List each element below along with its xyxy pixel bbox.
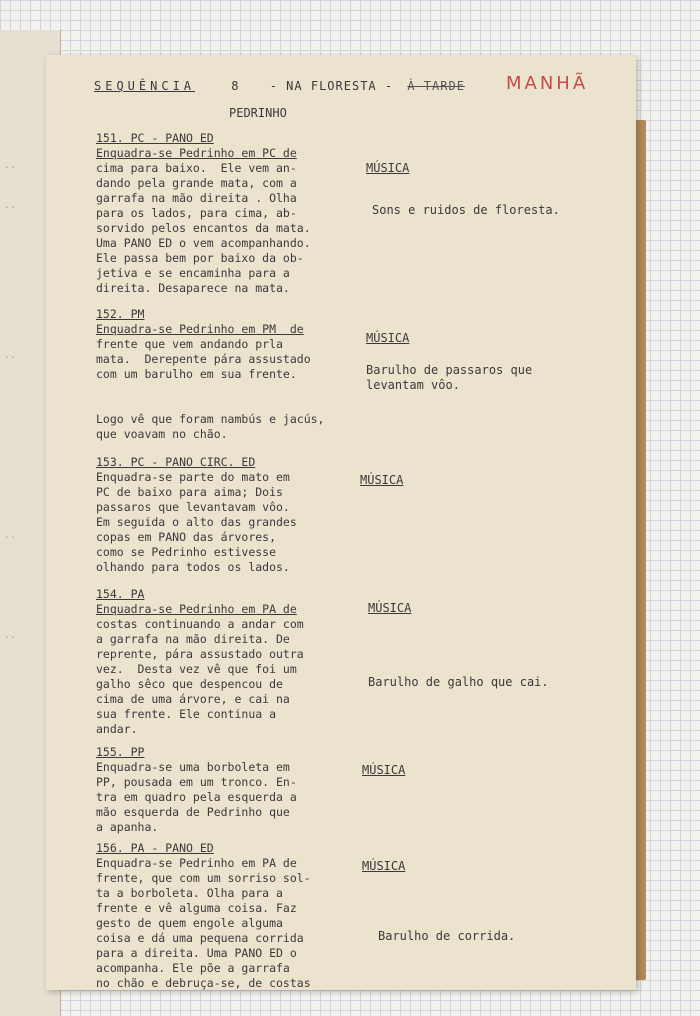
shot-line: mão esquerda de Pedrinho que [96,805,290,819]
shot-line: frente, que com um sorriso sol- [96,871,311,885]
shot-line: que voavam no chão. [96,427,228,441]
shot-line: galho sêco que despencou de [96,677,283,691]
music-cue-label: MÚSICA [360,473,404,487]
shot-line: garrafa na mão direita . Olha [96,191,297,205]
shot-line: frente que vem andando prla [96,337,283,351]
shot-line: costas continuando a andar com [96,617,304,631]
edge-text-fragment: .. [4,350,17,361]
edge-text-fragment: .. [4,530,17,541]
shot-heading: 152. PM [96,307,145,321]
character-name: PEDRINHO [229,106,287,120]
shot-line: olhando para todos os lados. [96,560,290,574]
sequence-number: 8 [231,79,240,93]
shot-line: a apanha. [96,820,159,834]
shot-line: direita. Desaparece na mata. [96,281,290,295]
shot-line: Enquadra-se Pedrinho em PM de [96,322,304,336]
shot-heading: 153. PC - PANO CIRC. ED [96,455,256,469]
sequence-label: SEQUÊNCIA [94,79,196,93]
shot-line: como se Pedrinho estivesse [96,545,277,559]
shot-line: ta a borboleta. Olha para a [96,886,283,900]
music-cue-label: MÚSICA [366,331,410,345]
shot-line: sua frente. Ele continua a [96,707,277,721]
shot-line: PC de baixo para aima; Dois [96,485,283,499]
location-label: - NA FLORESTA - [269,79,394,93]
shot-block [96,587,366,737]
struck-time: À TARDE [407,79,465,93]
edge-text-fragment: .. [4,200,17,211]
shot-line: passaros que levantavam vôo. [96,500,290,514]
music-cue-label: MÚSICA [362,763,406,777]
shot-line: copas em PANO das árvores, [96,530,277,544]
shot-line: para os lados, para cima, ab- [96,206,297,220]
music-cue-text: Barulho de galho que cai. [368,675,549,689]
shot-line: sorvido pelos encantos da mata. [96,221,311,235]
music-cue-label: MÚSICA [368,601,412,615]
shot-line: coisa e dá uma pequena corrida [96,931,304,945]
shot-heading: 156. PA - PANO ED [96,841,214,855]
shot-line: mata. Derepente pára assustado [96,352,311,366]
shot-line: andar. [96,722,138,736]
shot-block [96,745,366,835]
music-cue-label: MÚSICA [366,161,410,175]
music-cue-text: Sons e ruidos de floresta. [372,203,560,217]
music-cue-label: MÚSICA [362,859,406,873]
shot-line: Enquadra-se parte do mato em [96,470,290,484]
shot-line: Logo vê que foram nambús e jacús, [96,412,325,426]
shot-line: cima de uma árvore, e cai na [96,692,290,706]
shot-line: gesto de quem engole alguma [96,916,283,930]
shot-line: acompanha. Ele põe a garrafa [96,961,290,975]
shot-line: cima para baixo. Ele vem an- [96,161,297,175]
music-cue-text: levantam vôo. [366,378,460,392]
shot-line: jetiva e se encaminha para a [96,266,290,280]
shot-line: Enquadra-se Pedrinho em PA de [96,856,297,870]
shot-line [96,397,366,412]
shot-block [96,455,366,575]
shot-line: Ele passa bem por baixo da ob- [96,251,304,265]
shot-line: Uma PANO ED o vem acompanhando. [96,236,311,250]
shot-line: PP, pousada em um tronco. En- [96,775,297,789]
shot-block [96,841,366,991]
shot-line: frente e vê alguma coisa. Faz [96,901,297,915]
shot-heading: 154. PA [96,587,145,601]
shot-line [96,382,366,397]
edge-text-fragment: .. [4,160,17,171]
shot-line: para a direita. Uma PANO ED o [96,946,297,960]
shot-line: Enquadra-se Pedrinho em PA de [96,602,297,616]
shot-block [96,131,366,296]
shot-line: com um barulho em sua frente. [96,367,297,381]
handwritten-correction: MANHÃ [506,73,589,94]
script-page [46,55,636,990]
shot-line: dando pela grande mata, com a [96,176,297,190]
shot-heading: 151. PC - PANO ED [96,131,214,145]
shot-line: a garrafa na mão direita. De [96,632,290,646]
sequence-header [94,73,589,94]
shot-line: vez. Desta vez vê que foi um [96,662,297,676]
edge-text-fragment: .. [4,630,17,641]
shot-heading: 155. PP [96,745,145,759]
music-cue-text: Barulho de passaros que [366,363,533,377]
shot-line: tra em quadro pela esquerda a [96,790,297,804]
shot-block [96,307,366,442]
music-cue-text: Barulho de corrida. [378,929,516,943]
shot-line: Enquadra-se uma borboleta em [96,760,290,774]
shot-line: Em seguida o alto das grandes [96,515,297,529]
shot-line: reprente, pára assustado outra [96,647,304,661]
shot-line: Enquadra-se Pedrinho em PC de [96,146,297,160]
shot-line: no chão e debruça-se, de costas [96,976,311,990]
